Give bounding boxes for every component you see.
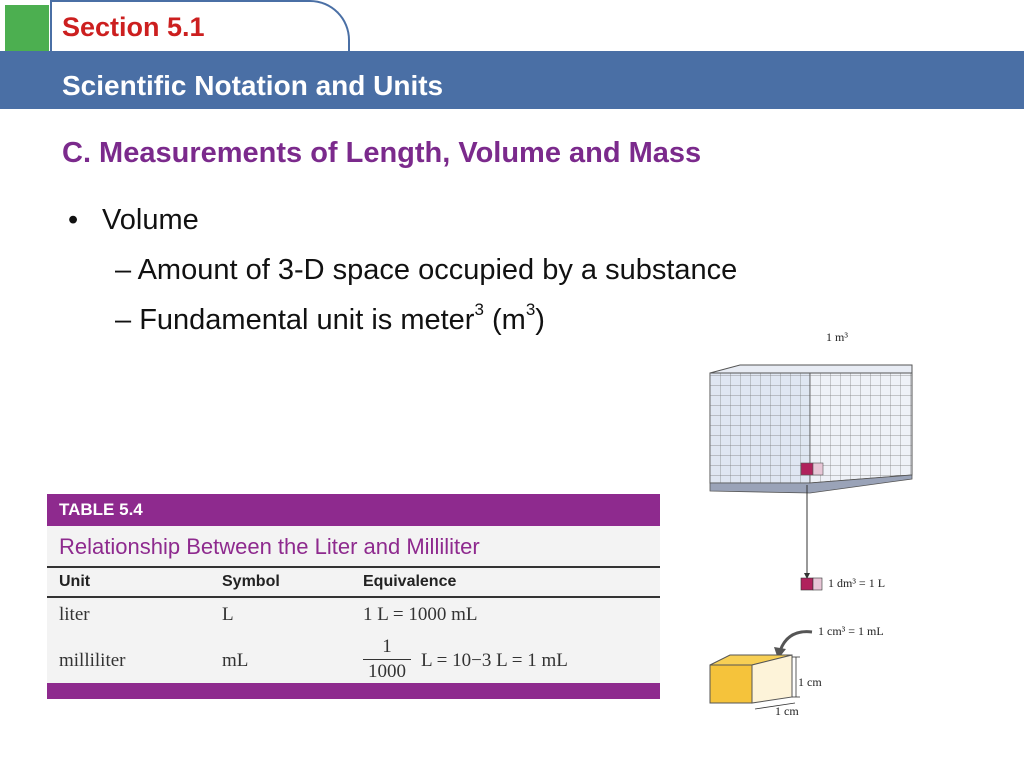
column-header-symbol: Symbol	[222, 573, 280, 590]
table-footer-bar	[47, 683, 660, 699]
cm3-cube-front	[710, 665, 752, 703]
fraction-one-thousandth	[363, 636, 411, 683]
table-liter-milliliter	[47, 494, 660, 699]
section-color-block	[5, 5, 49, 51]
table-rule-top	[47, 566, 660, 568]
fraction-numerator: 1	[382, 636, 392, 657]
dm3-cube	[801, 578, 813, 590]
slide-subtitle: C. Measurements of Length, Volume and Mass	[62, 137, 702, 169]
column-header-unit: Unit	[59, 573, 91, 590]
label-cm3: 1 cm³ = 1 mL	[818, 624, 884, 638]
table-caption: Relationship Between the Liter and Milliliter	[59, 534, 480, 559]
cell-unit-liter: liter	[59, 604, 90, 625]
cell-symbol-liter: L	[222, 604, 234, 625]
label-cm-horizontal: 1 cm	[775, 704, 799, 718]
fraction-bar	[363, 659, 411, 660]
section-label: Section 5.1	[62, 12, 205, 42]
curved-arrow	[780, 632, 812, 651]
slide-title: Scientific Notation and Units	[62, 70, 444, 101]
volume-cube-figure	[700, 325, 920, 725]
label-cm-vertical: 1 cm	[798, 675, 822, 689]
cell-symbol-milliliter: mL	[222, 650, 249, 671]
column-header-equivalence: Equivalence	[363, 573, 457, 590]
m3-cube-front-grid	[710, 373, 810, 483]
label-m3: 1 m³	[826, 330, 848, 344]
fraction-denominator: 1000	[368, 661, 406, 682]
table-label: TABLE 5.4	[59, 500, 143, 519]
table-rule-header	[47, 596, 660, 598]
label-dm3: 1 dm³ = 1 L	[828, 576, 886, 590]
sub-bullet-unit: – Fundamental unit is meter$^3$ $(m^3)$	[115, 300, 545, 336]
dm3-highlight	[801, 463, 813, 475]
sub-bullet-definition: – Amount of 3-D space occupied by a substance	[115, 254, 738, 286]
cell-equivalence-milliliter: L = 10−3 L = 1 mL	[421, 650, 568, 671]
bullet-volume: • Volume	[68, 204, 199, 236]
cell-equivalence-liter: 1 L = 1000 mL	[363, 604, 478, 625]
m3-cube-top	[710, 365, 912, 373]
cell-unit-milliliter: milliliter	[59, 650, 126, 671]
